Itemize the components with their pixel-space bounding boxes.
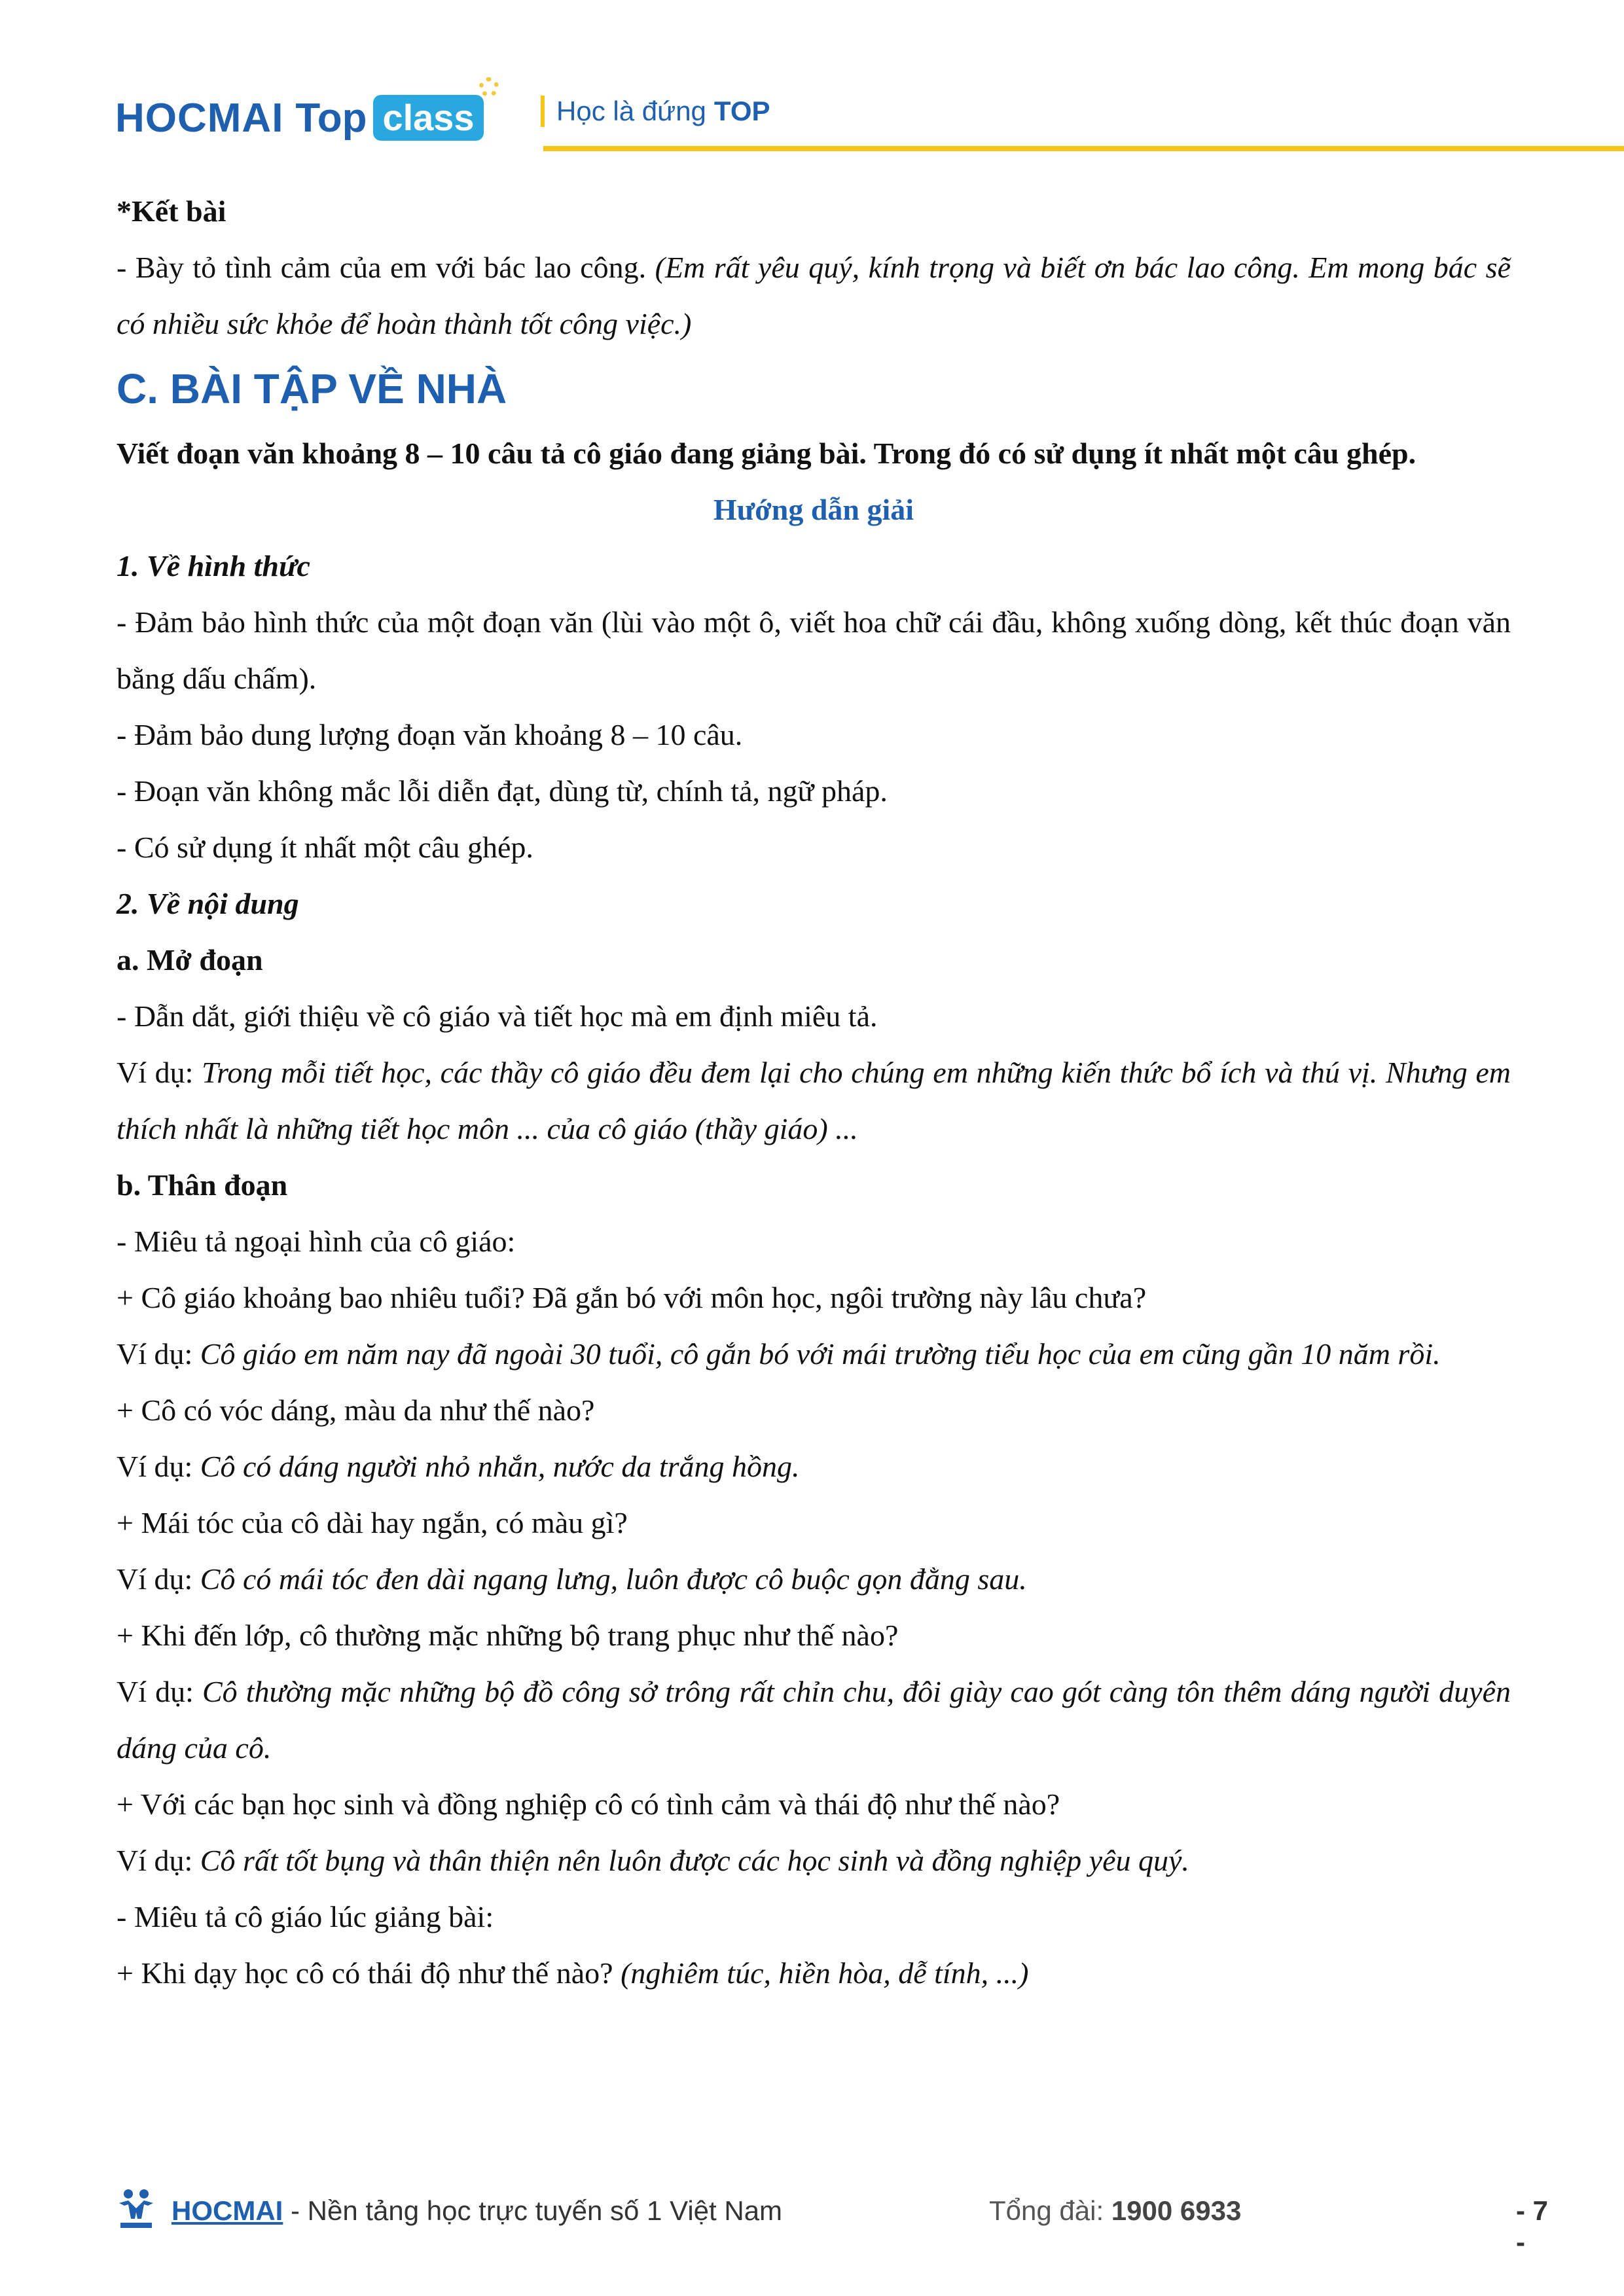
giang-bai-item: - Miêu tả cô giáo lúc giảng bài:: [117, 1900, 494, 1933]
example-figure: [117, 1439, 1511, 1495]
example-label: Ví dụ:: [117, 1450, 200, 1483]
question-clothes: + Khi đến lớp, cô thường mặc những bộ trang phục như thế nào?: [117, 1619, 899, 1652]
mo-doan-example-paragraph: [117, 1045, 1511, 1157]
footer-hotline: [989, 2195, 1241, 2227]
example-label: Ví dụ:: [117, 1337, 200, 1371]
tagline-divider: [541, 96, 545, 127]
form-item: - Đoạn văn không mắc lỗi diễn đạt, dùng từ, chính tả, ngữ pháp.: [117, 774, 888, 808]
ket-bai-example: (Em rất yêu quý, kính trọng và biết ơn bác lao công. Em mong bác sẽ có nhiều sức khỏe để hoàn thành tốt công việc.): [117, 251, 1511, 340]
guide-title: Hướng dẫn giải: [713, 493, 914, 526]
hotline-number: 1900 6933: [1111, 2195, 1242, 2226]
example-figure-text: Cô có dáng người nhỏ nhắn, nước da trắng hồng.: [200, 1450, 800, 1483]
example-clothes: [117, 1664, 1511, 1776]
form-heading: 1. Về hình thức: [117, 549, 310, 583]
document-body: [117, 183, 1511, 2001]
example-age: [117, 1326, 1511, 1382]
than-doan-heading: b. Thân đoạn: [117, 1168, 288, 1202]
page-footer: [115, 2186, 1555, 2257]
form-item: - Đảm bảo hình thức của một đoạn văn (lùi vào một ô, viết hoa chữ cái đầu, không xuống dòng, kết thúc đoạn văn bằng dấu chấm).: [117, 605, 1511, 695]
section-heading: C. BÀI TẬP VỀ NHÀ: [117, 365, 507, 412]
example-clothes-text: Cô thường mặc những bộ đồ công sở trông rất chỉn chu, đôi giày cao gót càng tôn thêm dáng người duyên dáng của cô.: [117, 1675, 1511, 1765]
mo-doan-heading: a. Mở đoạn: [117, 943, 263, 977]
hotline-label: Tổng đài:: [989, 2195, 1111, 2226]
tagline-top-text: TOP: [713, 96, 770, 126]
ket-bai-text: - Bày tỏ tình cảm của em với bác lao công.: [117, 251, 655, 284]
logo-hocmai-text: HOCMAI: [115, 95, 284, 141]
question-teaching-text: + Khi dạy học cô có thái độ như thế nào?: [117, 1956, 621, 1990]
tagline-text: Học là đứng: [556, 96, 706, 126]
question-figure: + Cô có vóc dáng, màu da như thế nào?: [117, 1393, 595, 1427]
header-underline: [543, 146, 1624, 151]
ngoai-hinh-item: - Miêu tả ngoại hình của cô giáo:: [117, 1225, 516, 1258]
homework-task: Viết đoạn văn khoảng 8 – 10 câu tả cô giáo đang giảng bài. Trong đó có sử dụng ít nhất một câu ghép.: [117, 437, 1416, 470]
example-label: Ví dụ:: [117, 1844, 200, 1877]
form-item: - Có sử dụng ít nhất một câu ghép.: [117, 831, 533, 864]
ket-bai-paragraph: [117, 240, 1511, 352]
gear-icon: [479, 77, 499, 97]
ket-bai-heading: *Kết bài: [117, 194, 226, 228]
page-number: - 7 -: [1516, 2195, 1549, 2257]
header-tagline: [541, 96, 770, 127]
logo-top-text: Top: [295, 95, 367, 141]
mo-doan-item: - Dẫn dắt, giới thiệu về cô giáo và tiết học mà em định miêu tả.: [117, 999, 878, 1033]
hocmai-people-icon: [115, 2186, 157, 2232]
footer-brand-text: - Nền tảng học trực tuyến số 1 Việt Nam: [283, 2195, 783, 2226]
question-age: + Cô giáo khoảng bao nhiêu tuổi? Đã gắn bó với môn học, ngôi trường này lâu chưa?: [117, 1281, 1147, 1314]
question-teaching-hint: (nghiêm túc, hiền hòa, dễ tính, ...): [621, 1956, 1029, 1990]
example-age-text: Cô giáo em năm nay đã ngoài 30 tuổi, cô gắn bó với mái trường tiểu học của em cũng gần 10 năm rồi.: [200, 1337, 1441, 1371]
content-heading: 2. Về nội dung: [117, 887, 299, 920]
question-hair: + Mái tóc của cô dài hay ngắn, có màu gì?: [117, 1506, 628, 1539]
hocmai-topclass-logo: [115, 92, 484, 144]
question-attitude: + Với các bạn học sinh và đồng nghiệp cô có tình cảm và thái độ như thế nào?: [117, 1787, 1060, 1821]
example-label: Ví dụ:: [117, 1056, 202, 1089]
example-label: Ví dụ:: [117, 1562, 200, 1596]
footer-brand: [171, 2195, 782, 2227]
mo-doan-example: Trong mỗi tiết học, các thầy cô giáo đều đem lại cho chúng em những kiến thức bổ ích và thú vị. Nhưng em thích nhất là những tiết học môn ... của cô giáo (thầy giáo) ...: [117, 1056, 1511, 1145]
question-teaching: [117, 1945, 1511, 2001]
form-item: - Đảm bảo dung lượng đoạn văn khoảng 8 – 10 câu.: [117, 718, 743, 751]
footer-hocmai-link[interactable]: HOCMAI: [171, 2195, 283, 2226]
example-attitude: [117, 1833, 1511, 1889]
example-label: Ví dụ:: [117, 1675, 202, 1708]
logo-class-badge: class: [373, 95, 483, 141]
page-header: [115, 63, 1555, 154]
example-attitude-text: Cô rất tốt bụng và thân thiện nên luôn được các học sinh và đồng nghiệp yêu quý.: [200, 1844, 1189, 1877]
example-hair: [117, 1551, 1511, 1607]
example-hair-text: Cô có mái tóc đen dài ngang lưng, luôn được cô buộc gọn đằng sau.: [200, 1562, 1027, 1596]
